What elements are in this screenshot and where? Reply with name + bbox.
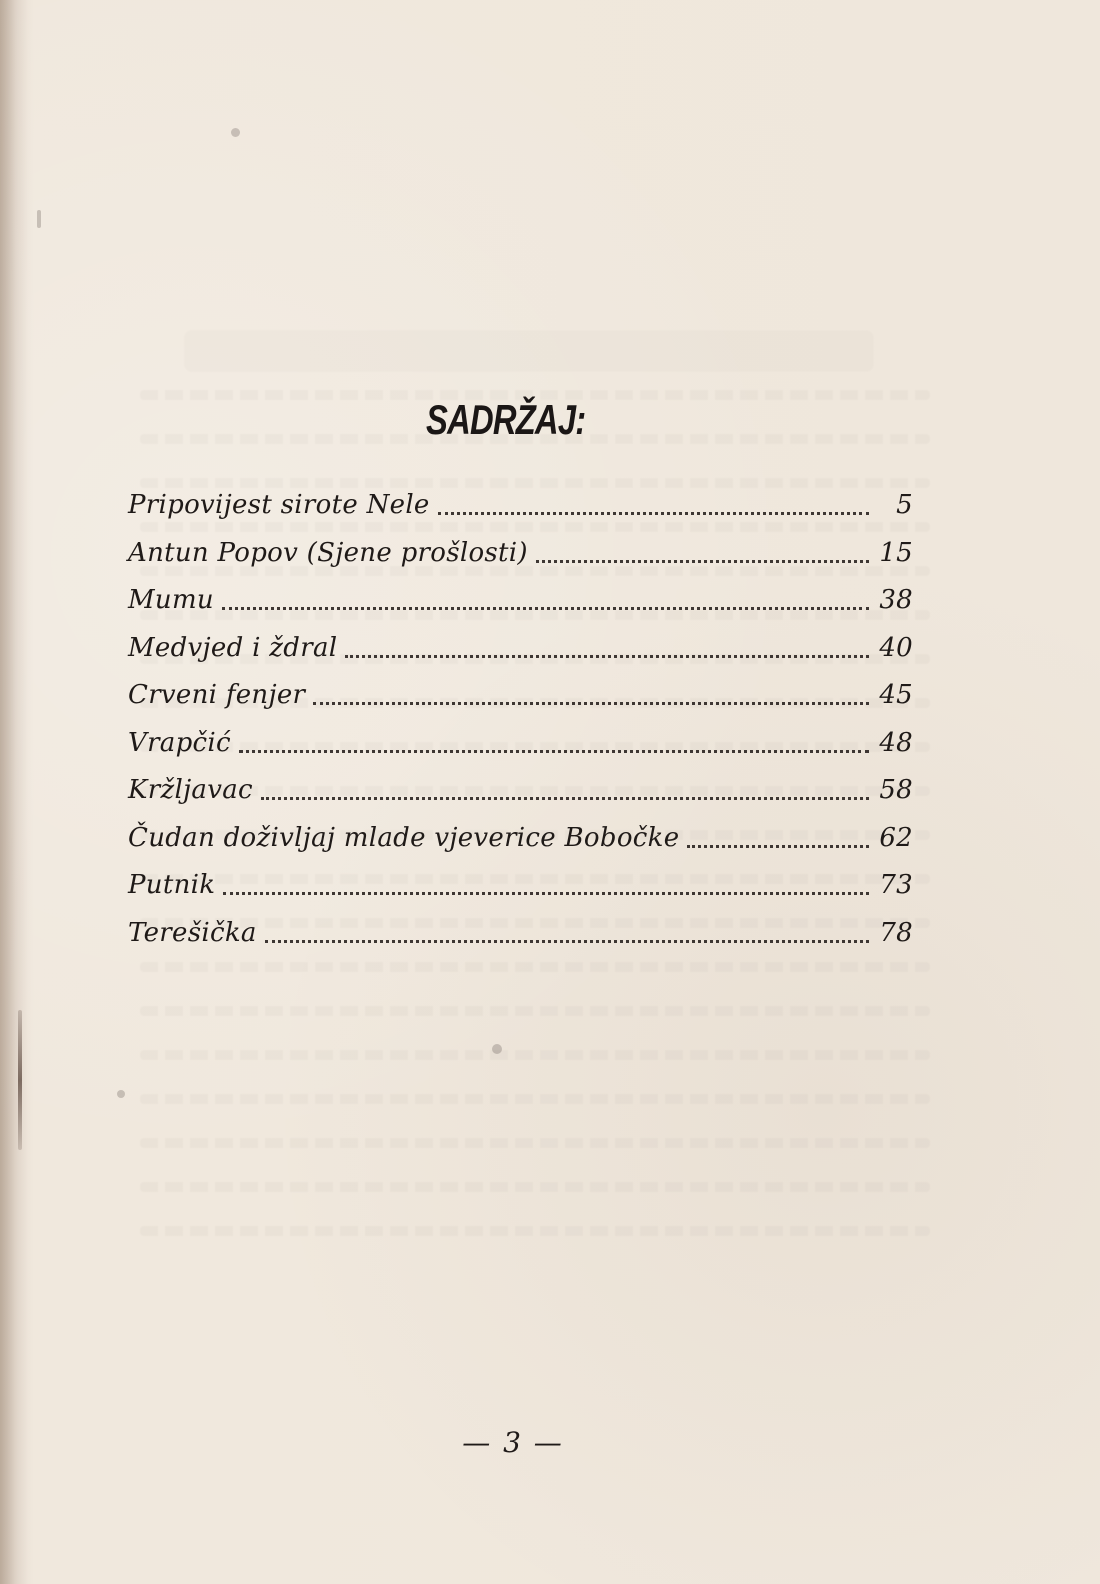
toc-entry-page: 73 [879, 870, 913, 900]
toc-entry-page: 40 [879, 632, 913, 663]
toc-entry-title: Crveni fenjer [128, 680, 306, 710]
bleed-title-shadow [184, 330, 874, 372]
table-of-contents [128, 475, 913, 950]
bleed-line [140, 1226, 930, 1236]
toc-entry-page: 15 [879, 537, 913, 568]
dot-leader [223, 892, 869, 895]
toc-entry-title: Kržljavac [128, 775, 253, 805]
toc-entry [128, 665, 913, 711]
page-title: SADRŽAJ: [426, 396, 586, 443]
toc-entry-title: Putnik [128, 870, 216, 900]
bleed-line [140, 1006, 930, 1016]
dot-leader [261, 797, 869, 800]
paper-speck [231, 128, 240, 137]
toc-entry [128, 570, 913, 616]
toc-entry-title: Mumu [128, 585, 214, 615]
bleed-line [140, 1094, 930, 1104]
bleed-line [140, 1050, 930, 1060]
dot-leader [222, 607, 869, 610]
toc-entry [128, 808, 913, 854]
dot-leader [345, 655, 869, 658]
toc-entry-title: Vrapčić [128, 727, 231, 758]
spine-shadow [0, 0, 28, 1584]
toc-entry-page: 48 [879, 727, 913, 758]
paper-speck [37, 210, 41, 228]
dot-leader [239, 750, 869, 753]
toc-entry [128, 855, 913, 901]
dot-leader [265, 940, 869, 943]
toc-entry-title: Pripovijest sirote Nele [128, 490, 430, 520]
bleed-line [140, 1182, 930, 1192]
toc-entry-page: 62 [879, 822, 913, 853]
bleed-line [140, 1138, 930, 1148]
toc-entry-page: 5 [896, 490, 913, 520]
dot-leader [438, 512, 869, 515]
dot-leader [313, 702, 869, 705]
toc-entry-page: 78 [879, 917, 913, 948]
toc-entry-title: Antun Popov (Sjene prošlosti) [128, 537, 528, 568]
toc-entry-page: 38 [879, 585, 913, 615]
page-number: — 3 — [462, 1426, 564, 1459]
bleed-line [140, 962, 930, 972]
paper-speck [117, 1090, 125, 1098]
toc-entry-title: Terešička [128, 917, 257, 948]
toc-entry-page: 45 [879, 680, 913, 710]
toc-entry [128, 618, 913, 664]
toc-entry [128, 523, 913, 569]
binding-line [18, 1010, 22, 1150]
dot-leader [687, 845, 869, 848]
toc-entry [128, 713, 913, 759]
toc-entry-title: Čudan doživljaj mlade vjeverice Bobočke [128, 822, 680, 853]
paper-speck [492, 1044, 502, 1054]
toc-entry [128, 903, 913, 949]
toc-entry [128, 760, 913, 806]
toc-entry-title: Medvjed i ždral [128, 632, 338, 663]
toc-entry [128, 475, 913, 521]
toc-entry-page: 58 [879, 775, 913, 805]
dot-leader [536, 560, 869, 563]
